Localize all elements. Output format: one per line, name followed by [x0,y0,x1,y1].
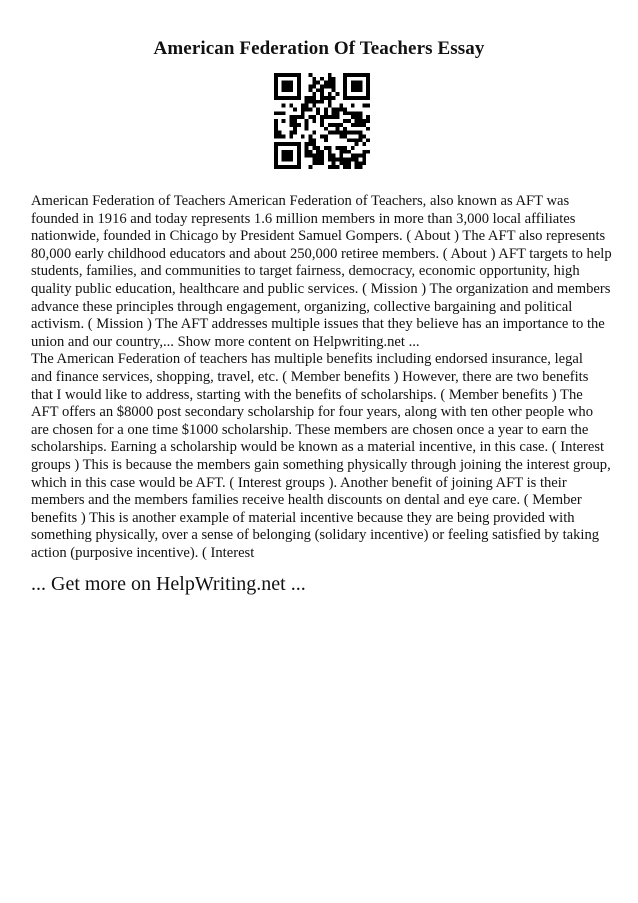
essay-line: action (purposive incentive). ( Interest [31,544,255,561]
essay-line: groups ) This is because the members gain something physically through joining the interest group, [31,456,611,473]
essay-line: activism. ( Mission ) The AFT addresses multiple issues that they believe has an importance to the [31,316,605,333]
essay-line: members and the members families receive health discounts on dental and eye care. ( Member [31,492,582,509]
get-more-link[interactable]: ... Get more on HelpWriting.net ... [31,573,306,595]
essay-line: The American Federation of teachers has multiple benefits including endorsed insurance, legal [31,351,583,368]
essay-line: benefits ) This is another example of material incentive because they are being provided with [31,509,575,526]
essay-line: and finance services, shopping, travel, etc. ( Member benefits ) However, there are two benefits [31,368,589,385]
essay-line: nationwide, founded in Chicago by President Samuel Gompers. ( About ) The AFT also represents [31,228,606,245]
essay-line: AFT offers an $8000 post secondary scholarship for four years, along with ten other people who [31,404,594,421]
essay-line: founded in 1916 and today represents 1.6 million members in more than 3,000 local affiliates [31,210,576,227]
essay-line: scholarships. Earning a scholarship would be known as a material incentive, in this case. ( Interest [31,439,605,456]
essay-body [31,193,611,562]
essay-line: that I would like to address, starting with the benefits of scholarships. ( Member benefits ) The [31,386,583,403]
essay-line: are chosen for a one time $1000 scholarship. These members are chosen once a year to earn the [31,421,589,438]
essay-line: union and our country,... Show more content on Helpwriting.net ... [31,333,420,350]
page-title: American Federation Of Teachers Essay [153,38,485,59]
essay-line: students, families, and communities to target fairness, democracy, economic opportunity, high [31,263,580,280]
essay-line: American Federation of Teachers American Federation of Teachers, also known as AFT was [31,193,570,209]
essay-line: 80,000 early childhood educators and about 250,000 retiree members. ( About ) AFT targets to help [31,245,612,262]
essay-line: which in this case would be AFT. ( Interest groups ). Another benefit of joining AFT is their [31,474,567,491]
essay-line: advance these principles through engagement, organizing, collective bargaining and political [31,298,573,315]
qr-code-icon [274,73,370,169]
essay-line: quality public education, healthcare and public services. ( Mission ) The organization and members [31,280,611,297]
essay-line: something physically, over a sense of belonging (solidary incentive) or feeling satisfied by taking [31,527,600,544]
